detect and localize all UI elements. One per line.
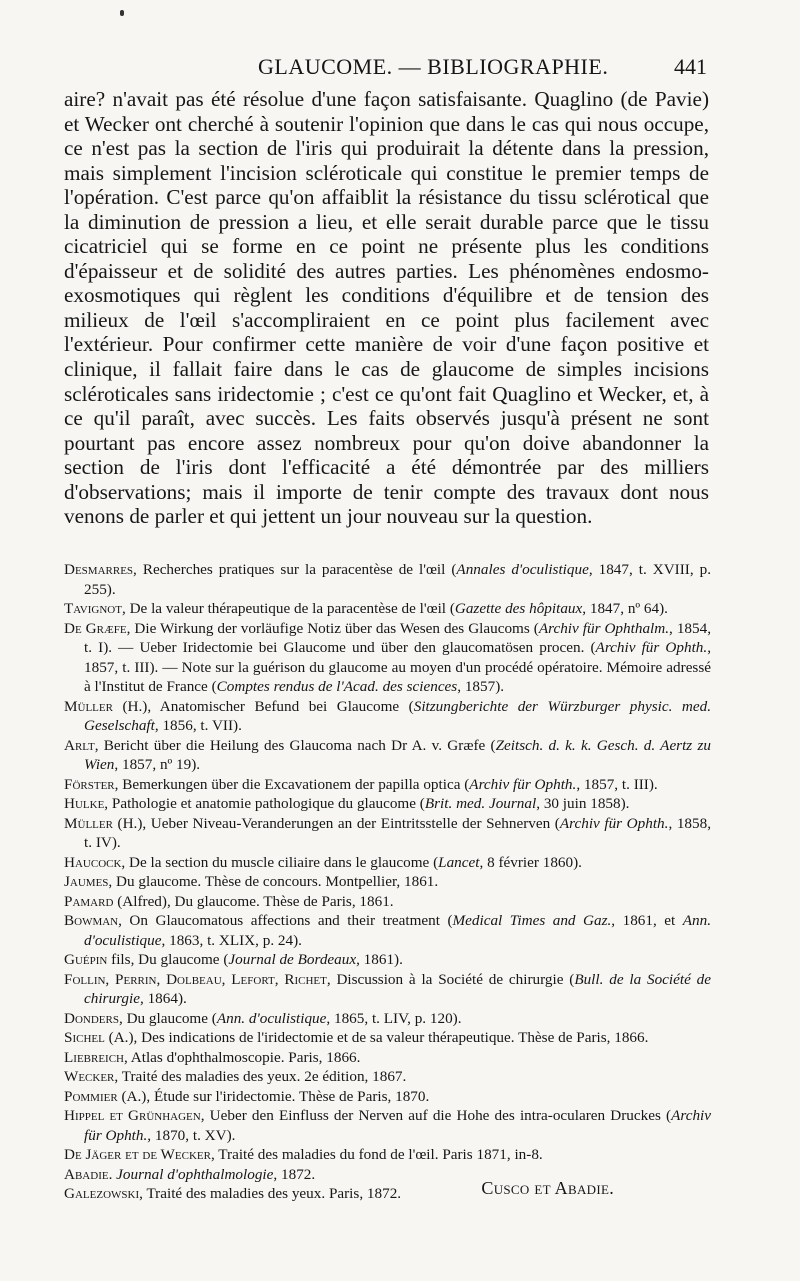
bib-author: De Græfe — [64, 619, 127, 637]
signature: Cusco et Abadie. — [481, 1178, 614, 1198]
bib-text: (H.), Ueber Niveau-Veranderungen an der Eintritsstelle der Sehnerven ( — [112, 814, 560, 832]
body-paragraph: aire? n'avait pas été résolue d'une façon satisfaisante. Quaglino (de Pavie) et Wecker ont cherché à soutenir l'opinion que dans le cas qui nous occupe, ce n'est pas la section de l'iris qui produirait la détente dans la pression, mais simplement l'incision scléroticale qui constitue le premier temps de l'opération. C'est parce qu'on affaiblit la résistance du tissu sclérotical que la diminution de pression a lieu, et elle serait durable parce que le tissu cicatriciel qui se forme en ce point ne présente plus les conditions d'épaisseur et de solidité des autres parties. Les phénomènes endosmo-exosmotiques qui règlent les conditions d'équilibre et de tension des milieux de l'œil s'accompliraient en ce point plus facilement avec l'extérieur. Pour confirmer cette manière de voir d'une façon positive et clinique, il fallait faire dans le cas de glaucome de simples incisions scléroticales sans iridectomie ; c'est ce qu'ont fait Quaglino et Wecker, et, à ce qu'il paraît, avec succès. Les faits observés jusqu'à présent ne sont pourtant pas encore assez nombreux pour qu'on doive abandonner la section de l'iris dont l'efficacité a été démontrée par des milliers d'observations; mais il importe de tenir compte des travaux dont nous venons de parler et qui jettent un jour nouveau sur la question. — [64, 87, 709, 529]
bib-author: Liebreich — [64, 1048, 124, 1066]
bib-text: , Traité des maladies des yeux. Paris, 1872. — [139, 1185, 402, 1202]
ink-speck — [120, 10, 124, 16]
bib-text: , 30 juin 1858). — [536, 795, 630, 812]
bib-author: Abadie — [64, 1165, 109, 1183]
bib-title: Archiv für Ophthalm. — [538, 619, 670, 637]
bibliography-entry — [64, 950, 711, 970]
bibliography-entry — [64, 911, 711, 950]
bib-text: , Traité des maladies des yeux. 2e édition, 1867. — [114, 1068, 407, 1085]
bib-author: Hulke — [64, 795, 105, 812]
bib-text: , Traité des maladies du fond de l'œil. Paris 1871, in-8. — [210, 1146, 543, 1163]
bib-title: Brit. med. Journal — [424, 795, 537, 812]
bib-text: (A.), Des indications de l'iridectomie et de sa valeur thérapeutique. Thèse de Paris, 1866. — [104, 1029, 649, 1046]
bibliography-list — [64, 560, 711, 1204]
bib-text: , 1857, nº 19). — [114, 756, 201, 773]
bibliography-entry — [64, 1106, 711, 1145]
bib-text: , 1857, t. III). — [576, 775, 658, 793]
bibliography-entry — [64, 1067, 711, 1087]
bibliography-entry — [64, 872, 711, 892]
bib-text: , Discussion à la Société de chirurgie ( — [326, 970, 575, 988]
bib-author: Hippel et Grünhagen — [64, 1107, 201, 1124]
bib-author: Galezowski — [64, 1185, 140, 1202]
bib-author: Sichel — [64, 1029, 105, 1046]
bib-text: , 1857). — [457, 678, 505, 695]
bib-title: Journal de Bordeaux — [228, 951, 357, 968]
bib-text: , Bericht über die Heilung des Glaucoma nach Dr A. v. Græfe ( — [94, 736, 496, 754]
bib-title: Archiv für Ophth. — [469, 775, 577, 793]
bib-text: (H.), Anatomischer Befund bei Glaucome ( — [112, 697, 414, 715]
bib-text: , 1865, t. LIV, p. 120). — [326, 1009, 462, 1027]
bib-text: , 1861, et — [611, 912, 683, 929]
bibliography-entry — [64, 794, 711, 814]
bibliography-entry — [64, 1087, 711, 1107]
page-number: 441 — [674, 54, 707, 79]
bib-text: , Atlas d'ophthalmoscopie. Paris, 1866. — [124, 1048, 361, 1066]
bib-author: Pommier — [64, 1087, 118, 1105]
bib-text: , 1854, t. I). — Ueber Iridectomie bei Glaucome und über den glaucomatösen procen. ( — [84, 619, 711, 656]
bib-text: . — [108, 1165, 117, 1183]
bib-author: Desmarres — [64, 561, 134, 578]
bib-author: Jaumes — [64, 873, 109, 890]
bib-author: Pamard — [64, 892, 114, 910]
bib-text: , 1847, t. XVIII, p. 255). — [84, 561, 712, 598]
bib-text: , 1861). — [356, 951, 403, 968]
bib-author: Haucock — [64, 853, 122, 871]
bib-text: fils, Du glaucome ( — [107, 951, 229, 968]
bib-title: Annales d'oculistique — [456, 561, 589, 578]
bib-title: Ann. d'oculistique — [216, 1009, 327, 1027]
bib-text: , 1858, t. IV). — [84, 814, 711, 851]
bib-author: Donders — [64, 1009, 119, 1027]
bib-title: Ann. d'oculistique — [84, 912, 712, 949]
bib-author: Tavignot — [64, 600, 122, 617]
bib-text: , De la section du muscle ciliaire dans le glaucome ( — [121, 853, 439, 871]
bibliography-entry — [64, 970, 711, 1009]
bib-title: Bull. de la Société de chirurgie — [84, 970, 711, 1007]
bibliography-entry — [64, 1145, 711, 1165]
bib-text: , Pathologie et anatomie pathologique du glaucome ( — [104, 795, 425, 812]
bib-author: De Jäger et de Wecker — [64, 1146, 211, 1163]
bib-text: , Bemerkungen über die Excavationem der papilla optica ( — [114, 775, 470, 793]
bibliography-entry — [64, 775, 711, 795]
bib-author: Bowman — [64, 912, 119, 929]
bib-author: Müller — [64, 814, 113, 832]
bib-title: Archiv für Ophth. — [595, 639, 708, 656]
bibliography-entry — [64, 853, 711, 873]
bib-title: Sitzungberichte der Würzburger physic. med. Geselschaft — [84, 697, 711, 734]
bib-text: , 1847, nº 64). — [582, 600, 668, 617]
running-title: GLAUCOME. — BIBLIOGRAPHIE. — [258, 54, 609, 79]
bib-author: Guépin — [64, 951, 108, 968]
bib-author: Follin, Perrin, Dolbeau, Lefort, Richet — [64, 970, 327, 988]
bib-text: (A.), Étude sur l'iridectomie. Thèse de Paris, 1870. — [117, 1087, 430, 1105]
bib-author: Förster — [64, 775, 115, 793]
bib-text: , 8 février 1860). — [479, 853, 582, 871]
bib-title: Archiv für Ophth. — [559, 814, 669, 832]
bibliography-entry — [64, 560, 711, 599]
bib-author: Müller — [64, 697, 113, 715]
bib-text: (Alfred), Du glaucome. Thèse de Paris, 1861. — [113, 892, 394, 910]
bib-title: Medical Times and Gaz. — [452, 912, 612, 929]
bib-title: Lancet — [438, 853, 480, 871]
bib-text: , On Glaucomatous affections and their treatment ( — [118, 912, 453, 929]
bibliography-entry — [64, 892, 711, 912]
bib-text: , Die Wirkung der vorläufige Notiz über das Wesen des Glaucoms ( — [126, 619, 539, 637]
bib-text: , Du glaucome ( — [118, 1009, 217, 1027]
running-header — [258, 54, 707, 82]
bib-text: , 1857, t. III). — Note sur la guérison du glaucome au moyen d'un procédé opératoire. Mémoire adressé à l'Institut de France ( — [84, 639, 711, 695]
bibliography-entry — [64, 1028, 711, 1048]
bibliography-entry — [64, 697, 711, 736]
bib-author: Wecker — [64, 1068, 115, 1085]
bibliography-entry — [64, 1009, 711, 1029]
bib-title: Comptes rendus de l'Acad. des sciences — [216, 678, 458, 695]
bib-text: , 1863, t. XLIX, p. 24). — [161, 931, 302, 949]
bib-title: Journal d'ophthalmologie — [116, 1165, 274, 1183]
bib-title: Zeitsch. d. k. k. Gesch. d. Aertz zu Wien — [84, 736, 711, 773]
bib-text: , Du glaucome. Thèse de concours. Montpellier, 1861. — [108, 873, 439, 890]
bibliography-entry — [64, 619, 711, 697]
bib-title: Archiv für Ophth. — [84, 1107, 711, 1144]
bibliography-entry — [64, 736, 711, 775]
bibliography-entry — [64, 814, 711, 853]
bib-text: , Recherches pratiques sur la paracentèse de l'œil ( — [133, 561, 457, 578]
bib-text: , 1856, t. VII). — [154, 717, 242, 734]
bib-text: , De la valeur thérapeutique de la paracentèse de l'œil ( — [121, 600, 455, 617]
bib-text: , Ueber den Einfluss der Nerven auf die Hohe des intra-ocularen Druckes ( — [200, 1107, 672, 1124]
bib-text: , 1872. — [273, 1165, 316, 1183]
bib-author: Arlt — [64, 736, 95, 754]
bib-title: Gazette des hôpitaux — [454, 600, 583, 617]
bib-text: , 1870, t. XV). — [147, 1126, 236, 1144]
bib-text: , 1864). — [139, 990, 187, 1007]
bibliography-entry — [64, 599, 711, 619]
bibliography-entry — [64, 1048, 711, 1068]
